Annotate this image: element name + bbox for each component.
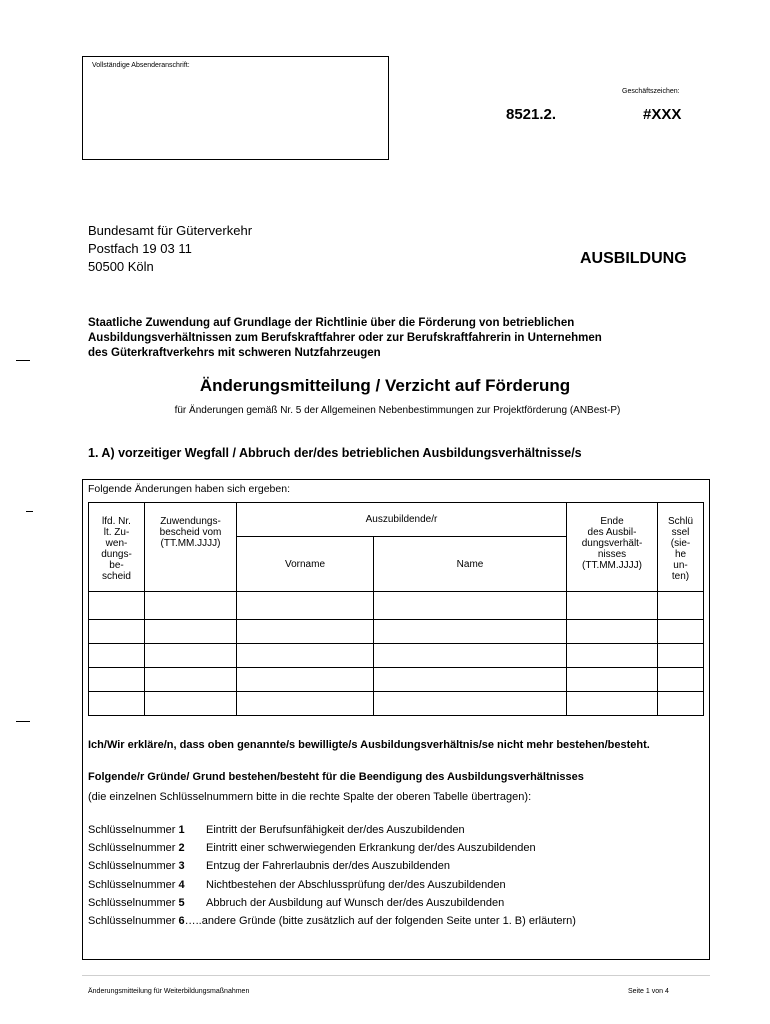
page-title: Änderungsmitteilung / Verzicht auf Förderung	[199, 376, 571, 395]
cell-ende[interactable]	[567, 668, 658, 692]
cell-bescheid-date[interactable]	[145, 692, 237, 716]
cell-ende[interactable]	[567, 592, 658, 620]
recipient-line-3: 50500 Köln	[88, 259, 154, 274]
changes-table	[88, 502, 704, 716]
section-heading	[88, 446, 582, 460]
header-vorname: Vorname	[237, 537, 374, 592]
declaration-text: Ich/Wir erkläre/n, dass oben genannte/s bewilligte/s Ausbildungsverhältnis/se nicht mehr bestehen/besteht.	[88, 739, 650, 751]
cell-schluessel[interactable]	[658, 644, 704, 668]
table-row	[89, 644, 704, 668]
table-row	[89, 692, 704, 716]
cell-bescheid-date[interactable]	[145, 644, 237, 668]
cell-name[interactable]	[374, 692, 567, 716]
cell-vorname[interactable]	[237, 592, 374, 620]
cell-ende[interactable]	[567, 644, 658, 668]
footer-divider	[82, 975, 710, 976]
sender-address-label: Vollständige Absenderanschrift:	[92, 62, 190, 69]
header-name: Name	[374, 537, 567, 592]
cell-lfd-nr[interactable]	[89, 592, 145, 620]
cell-schluessel[interactable]	[658, 592, 704, 620]
intro-line-1: Staatliche Zuwendung auf Grundlage der Richtlinie über die Förderung von betrieblichen	[88, 317, 575, 329]
key-item: Schlüsselnummer 1 Eintritt der Berufsunfähigkeit der/des Auszubildenden	[88, 824, 465, 836]
cell-name[interactable]	[374, 668, 567, 692]
cell-ende[interactable]	[567, 692, 658, 716]
header-auszubildende: Auszubildende/r	[237, 503, 567, 537]
fold-mark	[16, 360, 30, 361]
footer-page-number: Seite 1 von 4	[628, 988, 669, 995]
key-item: Schlüsselnummer 6 …..andere Gründe (bitte zusätzlich auf der folgenden Seite unter 1. B) erläutern)	[88, 914, 576, 927]
reference-label: Geschäftszeichen:	[622, 88, 680, 95]
cell-vorname[interactable]	[237, 668, 374, 692]
page-subtitle: für Änderungen gemäß Nr. 5 der Allgemeinen Nebenbestimmungen zur Projektförderung (ANBest-P)	[174, 405, 621, 416]
key-item: Schlüsselnummer 2 Eintritt einer schwerwiegenden Erkrankung der/des Auszubildenden	[88, 842, 536, 855]
recipient-address	[88, 222, 252, 276]
cell-vorname[interactable]	[237, 644, 374, 668]
reference-number: 8521.2.	[506, 106, 557, 123]
fold-mark	[16, 721, 30, 722]
cell-schluessel[interactable]	[658, 692, 704, 716]
punch-mark	[26, 511, 33, 512]
cell-vorname[interactable]	[237, 692, 374, 716]
table-row	[89, 668, 704, 692]
cell-bescheid-date[interactable]	[145, 620, 237, 644]
cell-bescheid-date[interactable]	[145, 668, 237, 692]
header-lfd-nr: lfd. Nr. lt. Zu- wen- dungs- be- scheid	[89, 503, 145, 592]
cell-bescheid-date[interactable]	[145, 592, 237, 620]
recipient-line-1: Bundesamt für Güterverkehr	[88, 223, 253, 238]
cell-lfd-nr[interactable]	[89, 644, 145, 668]
reference-placeholder: #XXX	[643, 106, 682, 123]
header-schluessel: Schlü ssel (sie- he un- ten)	[658, 503, 704, 592]
cell-vorname[interactable]	[237, 620, 374, 644]
cell-name[interactable]	[374, 644, 567, 668]
cell-schluessel[interactable]	[658, 620, 704, 644]
cell-ende[interactable]	[567, 620, 658, 644]
section-rest: Wegfall / Abbruch der/des betrieblichen Ausbildungsverhältnisse/s	[181, 446, 582, 460]
program-badge: AUSBILDUNG	[580, 250, 687, 267]
header-ende: Ende des Ausbil- dungsverhält- nisses (TT.MM.JJJJ)	[567, 503, 658, 592]
section-prefix: 1. A) vorzeitiger	[88, 446, 182, 460]
cell-lfd-nr[interactable]	[89, 668, 145, 692]
cell-lfd-nr[interactable]	[89, 692, 145, 716]
cell-name[interactable]	[374, 592, 567, 620]
header-bescheid-date: Zuwendungs- bescheid vom (TT.MM.JJJJ)	[145, 503, 237, 592]
key-list	[88, 824, 576, 933]
cell-name[interactable]	[374, 620, 567, 644]
table-intro: Folgende Änderungen haben sich ergeben:	[88, 483, 290, 495]
intro-line-2: Ausbildungsverhältnissen zum Berufskraftfahrer oder zur Berufskraftfahrerin in Unternehmen	[88, 332, 602, 344]
reasons-heading: Folgende/r Gründe/ Grund bestehen/besteht für die Beendigung des Ausbildungsverhältnisses	[88, 771, 584, 783]
intro-text	[88, 316, 703, 361]
sender-address-box[interactable]	[82, 56, 389, 160]
key-item: Schlüsselnummer 3 Entzug der Fahrerlaubnis der/des Auszubildenden	[88, 860, 450, 873]
key-item: Schlüsselnummer 5 Abbruch der Ausbildung auf Wunsch der/des Auszubildenden	[88, 896, 505, 909]
footer-document-name: Änderungsmitteilung für Weiterbildungsmaßnahmen	[88, 988, 250, 995]
intro-line-3: des Güterkraftverkehrs mit schweren Nutzfahrzeugen	[88, 347, 381, 359]
cell-lfd-nr[interactable]	[89, 620, 145, 644]
key-item: Schlüsselnummer 4 Nichtbestehen der Abschlussprüfung der/des Auszubildenden	[88, 878, 506, 891]
reasons-subtext: (die einzelnen Schlüsselnummern bitte in die rechte Spalte der oberen Tabelle übertragen):	[88, 791, 532, 803]
recipient-line-2: Postfach 19 03 11	[88, 241, 192, 256]
table-row	[89, 620, 704, 644]
cell-schluessel[interactable]	[658, 668, 704, 692]
table-row	[89, 592, 704, 620]
